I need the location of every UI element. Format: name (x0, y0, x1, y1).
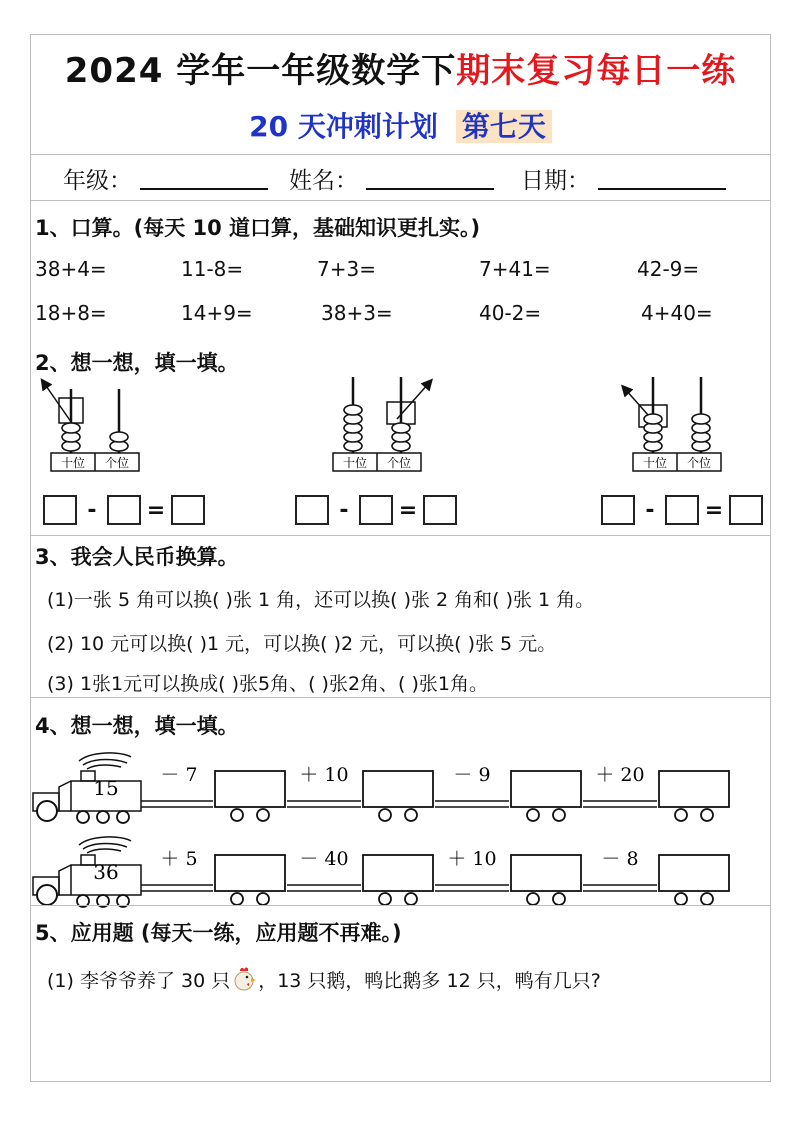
subtitle (31, 105, 770, 145)
divider (31, 697, 770, 698)
train-operation: ＋ 10 (299, 764, 349, 786)
section-3-title: 3、我会人民币换算。 (35, 545, 239, 569)
grade-field[interactable] (63, 162, 268, 195)
answer-box[interactable] (295, 495, 329, 525)
equals-sign: = (704, 497, 724, 523)
train-2 (31, 831, 772, 911)
ones-label: 个位 (686, 456, 712, 470)
minus-sign: - (645, 497, 655, 523)
ones-label: 个位 (104, 456, 130, 470)
calc-item[interactable]: 38+4= (35, 257, 107, 281)
train-start-number: 15 (93, 776, 119, 800)
abacus-2 (321, 375, 433, 475)
section-5-title: 5、应用题 (每天一练，应用题不再难。) (35, 921, 402, 945)
minus-sign: - (339, 497, 349, 523)
abacus-1 (39, 375, 151, 475)
answer-box[interactable] (665, 495, 699, 525)
plan-label: 20 天冲刺计划 (249, 110, 438, 143)
answer-box[interactable] (359, 495, 393, 525)
calc-item[interactable]: 40-2= (479, 301, 542, 325)
calc-item[interactable]: 7+41= (479, 257, 551, 281)
train-operation: － 7 (160, 764, 198, 786)
question-3: (3) 1张1元可以换成( )张5角、( )张2角、( )张1角。 (47, 673, 488, 695)
equals-sign: = (398, 497, 418, 523)
train-start-number: 36 (93, 860, 119, 884)
name-field[interactable] (289, 162, 494, 195)
calc-item[interactable]: 7+3= (317, 257, 376, 281)
train-operation: ＋ 10 (447, 848, 497, 870)
chicken-icon (230, 965, 258, 993)
page-title (31, 43, 770, 92)
date-field[interactable] (521, 162, 726, 195)
train-1 (31, 747, 772, 827)
calc-item[interactable]: 38+3= (321, 301, 393, 325)
calc-item[interactable]: 4+40= (641, 301, 713, 325)
question-2: (2) 10 元可以换( )1 元，可以换( )2 元，可以换( )张 5 元。 (47, 633, 557, 655)
name-label: 姓名： (289, 168, 358, 194)
title-main: 2024 学年一年级数学下 (64, 51, 457, 91)
equation-row-2 (295, 495, 457, 525)
minus-sign: - (87, 497, 97, 523)
abacus-3 (621, 375, 733, 475)
word-problem-text-a: (1) 李爷爷养了 30 只 (47, 970, 231, 992)
question-1: (1)一张 5 角可以换( )张 1 角，还可以换( )张 2 角和( )张 1 角。 (47, 589, 595, 611)
divider (31, 154, 770, 155)
worksheet-page (30, 34, 771, 1082)
calc-item[interactable]: 18+8= (35, 301, 107, 325)
equation-row-1 (43, 495, 205, 525)
date-label: 日期： (521, 168, 590, 194)
answer-box[interactable] (171, 495, 205, 525)
answer-box[interactable] (43, 495, 77, 525)
tens-label: 十位 (60, 456, 86, 470)
equation-row-3 (601, 495, 763, 525)
tens-label: 十位 (642, 456, 668, 470)
name-blank[interactable] (366, 168, 494, 190)
answer-box[interactable] (107, 495, 141, 525)
train-operation: － 9 (453, 764, 491, 786)
calc-item[interactable]: 42-9= (637, 257, 700, 281)
title-highlight: 期末复习每日一练 (456, 51, 737, 91)
train-operation: － 40 (299, 848, 349, 870)
divider (31, 535, 770, 536)
grade-blank[interactable] (140, 168, 268, 190)
answer-box[interactable] (423, 495, 457, 525)
tens-label: 十位 (342, 456, 368, 470)
equals-sign: = (146, 497, 166, 523)
train-operation: ＋ 20 (595, 764, 645, 786)
calc-item[interactable]: 11-8= (181, 257, 244, 281)
section-1-title: 1、口算。(每天 10 道口算，基础知识更扎实。) (35, 216, 481, 240)
answer-box[interactable] (729, 495, 763, 525)
section-2-title: 2、想一想，填一填。 (35, 351, 239, 375)
calc-item[interactable]: 14+9= (181, 301, 253, 325)
divider (31, 905, 770, 906)
day-badge: 第七天 (456, 110, 552, 143)
section-4-title: 4、想一想，填一填。 (35, 714, 239, 738)
date-blank[interactable] (598, 168, 726, 190)
ones-label: 个位 (386, 456, 412, 470)
divider (31, 200, 770, 201)
train-operation: － 8 (601, 848, 639, 870)
word-problem-1 (47, 965, 601, 993)
grade-label: 年级： (63, 168, 132, 194)
word-problem-text-b: ，13 只鹅，鸭比鹅多 12 只，鸭有几只? (258, 970, 601, 992)
answer-box[interactable] (601, 495, 635, 525)
train-operation: ＋ 5 (160, 848, 198, 870)
